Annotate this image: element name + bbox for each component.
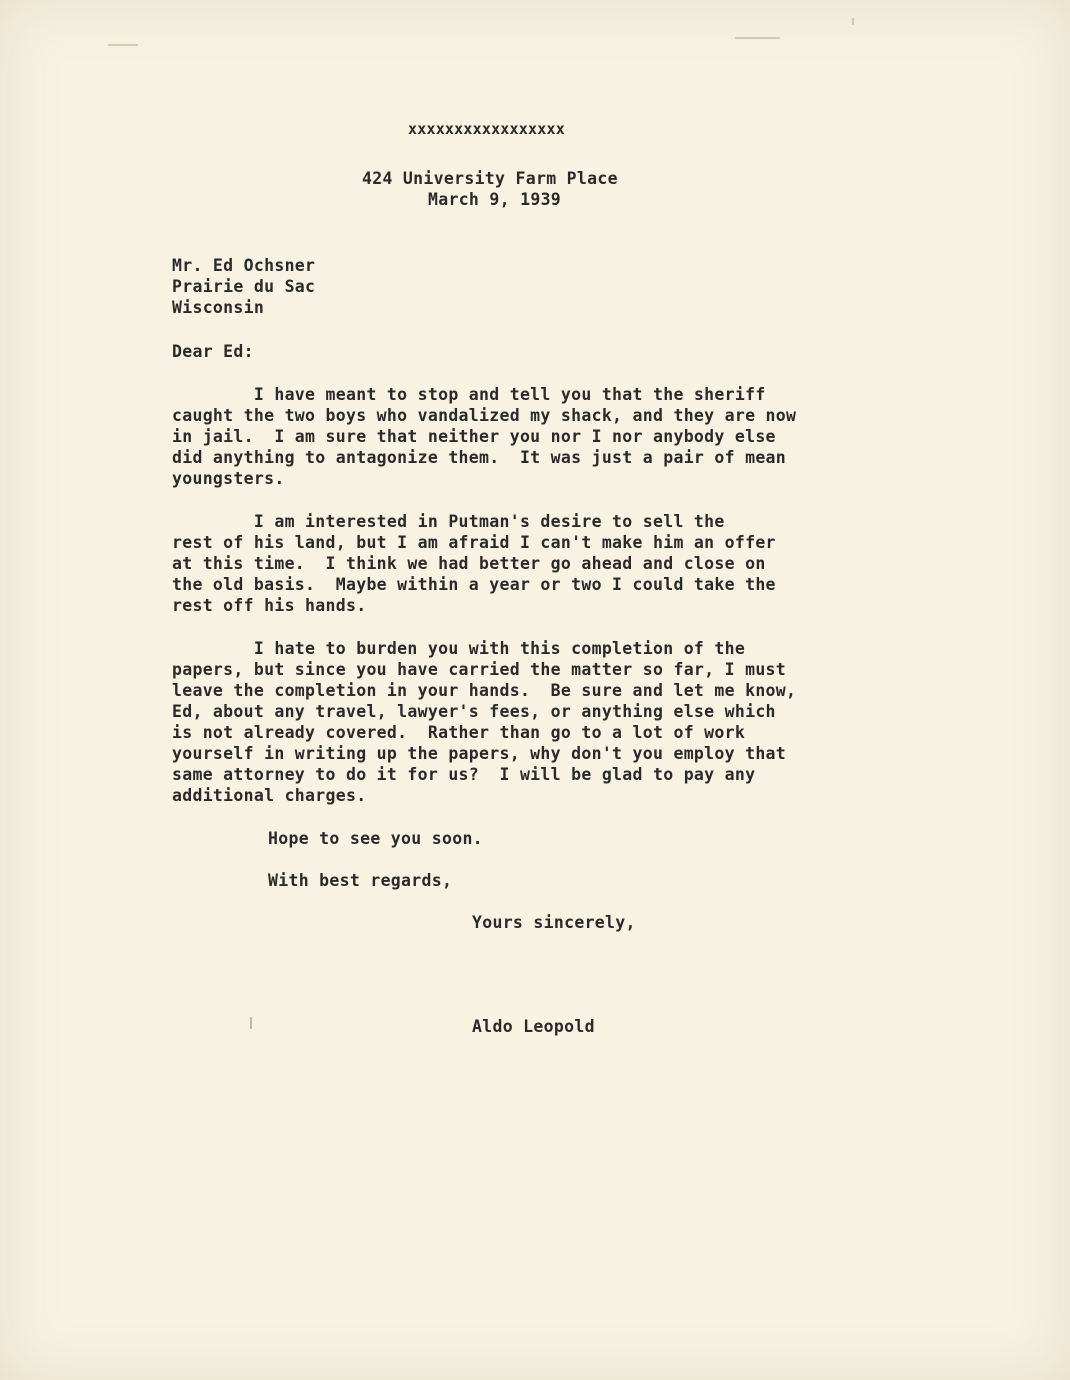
paragraph-2-line-1: I am interested in Putman's desire to sell the bbox=[172, 512, 725, 531]
sender-address: 424 University Farm Place bbox=[362, 169, 618, 188]
paper-speck bbox=[735, 37, 780, 39]
margin-mark bbox=[250, 1017, 252, 1029]
paragraph-3-line-5: is not already covered. Rather than go to a lot of work bbox=[172, 723, 746, 742]
recipient-state: Wisconsin bbox=[172, 298, 265, 317]
paragraph-3-line-2: papers, but since you have carried the matter so far, I must bbox=[172, 660, 787, 679]
signature-name: Aldo Leopold bbox=[472, 1017, 595, 1036]
paragraph-3-line-8: additional charges. bbox=[172, 786, 367, 805]
valediction: Yours sincerely, bbox=[472, 913, 636, 932]
paragraph-2-line-4: the old basis. Maybe within a year or two I could take the bbox=[172, 575, 776, 594]
paper-speck bbox=[108, 44, 138, 46]
recipient-name: Mr. Ed Ochsner bbox=[172, 256, 316, 275]
header-strikeout-mark: xxxxxxxxxxxxxxxxx bbox=[408, 120, 565, 138]
closing-line-regards: With best regards, bbox=[268, 871, 453, 890]
paragraph-1-line-4: did anything to antagonize them. It was just a pair of mean bbox=[172, 448, 787, 467]
paragraph-2-line-3: at this time. I think we had better go ahead and close on bbox=[172, 554, 766, 573]
closing-line-hope: Hope to see you soon. bbox=[268, 829, 483, 848]
paragraph-3-line-7: same attorney to do it for us? I will be glad to pay any bbox=[172, 765, 756, 784]
paper-speck bbox=[852, 18, 854, 25]
paragraph-1-line-1: I have meant to stop and tell you that the sheriff bbox=[172, 385, 766, 404]
letter-date: March 9, 1939 bbox=[428, 190, 562, 209]
paragraph-2-line-5: rest off his hands. bbox=[172, 596, 367, 615]
paragraph-3-line-6: yourself in writing up the papers, why don't you employ that bbox=[172, 744, 787, 763]
recipient-city: Prairie du Sac bbox=[172, 277, 316, 296]
paragraph-1-line-5: youngsters. bbox=[172, 469, 285, 488]
paragraph-3-line-4: Ed, about any travel, lawyer's fees, or anything else which bbox=[172, 702, 776, 721]
paragraph-1-line-2: caught the two boys who vandalized my shack, and they are now bbox=[172, 406, 797, 425]
paragraph-1-line-3: in jail. I am sure that neither you nor I nor anybody else bbox=[172, 427, 776, 446]
salutation: Dear Ed: bbox=[172, 342, 254, 361]
paragraph-2-line-2: rest of his land, but I am afraid I can't make him an offer bbox=[172, 533, 776, 552]
paragraph-3-line-1: I hate to burden you with this completion of the bbox=[172, 639, 746, 658]
paragraph-3-line-3: leave the completion in your hands. Be sure and let me know, bbox=[172, 681, 797, 700]
